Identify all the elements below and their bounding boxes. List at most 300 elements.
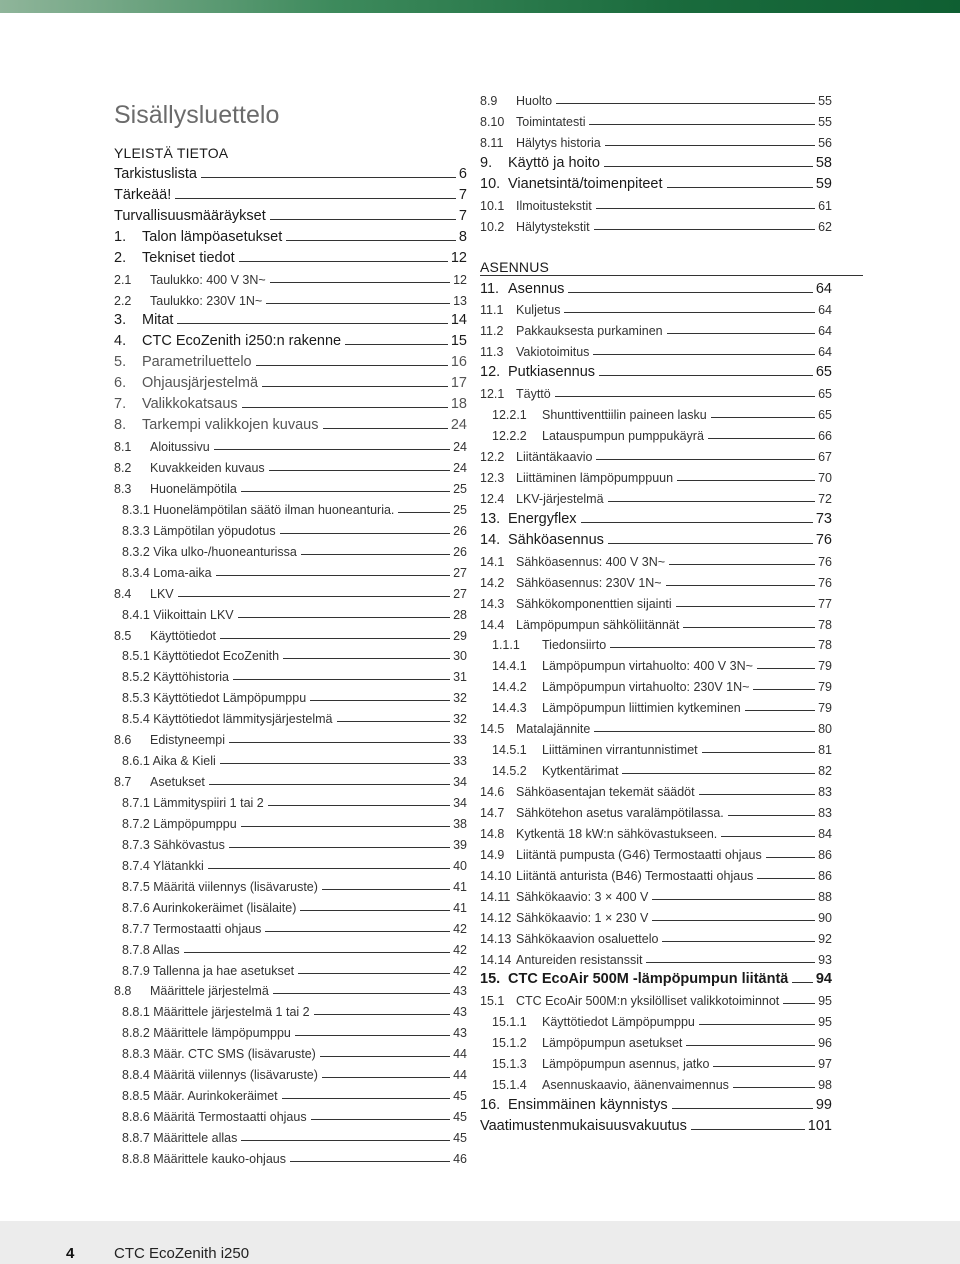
toc-entry-number: 14.4.2 — [492, 680, 527, 695]
toc-leader-line — [220, 763, 450, 764]
toc-entry[interactable] — [114, 894, 467, 915]
toc-entry-page: 79 — [818, 659, 832, 674]
toc-leader-line — [667, 333, 815, 334]
toc-entry-label: Mitat — [142, 312, 174, 329]
toc-entry[interactable] — [480, 213, 832, 234]
toc-leader-line — [555, 396, 815, 397]
toc-entry[interactable] — [114, 517, 467, 538]
toc-entry-label: Tekniset tiedot — [142, 249, 235, 266]
toc-entry-page: 34 — [453, 775, 467, 790]
toc-entry[interactable] — [480, 967, 832, 988]
toc-entry-label: Vianetsintä/toimenpiteet — [508, 175, 663, 192]
toc-entry-page: 24 — [450, 417, 467, 434]
toc-entry[interactable] — [480, 925, 832, 946]
toc-leader-line — [711, 417, 815, 418]
toc-leader-line — [568, 292, 812, 293]
toc-entry[interactable] — [114, 328, 467, 349]
toc-entry-number: 8.9 — [480, 93, 498, 108]
toc-entry-number: 12.3 — [480, 470, 505, 485]
toc-entry[interactable] — [114, 349, 467, 370]
toc-leader-line — [233, 679, 450, 680]
toc-leader-line — [295, 1035, 450, 1036]
toc-entry-page: 45 — [453, 1089, 467, 1104]
toc-leader-line — [564, 312, 815, 313]
toc-entry[interactable] — [480, 946, 832, 967]
toc-entry-label: Matalajännite — [516, 722, 591, 737]
toc-entry[interactable] — [114, 266, 467, 287]
toc-entry-label: 8.8.7 Määrittele allas — [122, 1131, 238, 1145]
toc-entry-label: Liittäminen lämpöpumppuun — [516, 470, 674, 485]
toc-leader-line — [280, 533, 451, 534]
toc-leader-line — [270, 282, 450, 283]
toc-entry[interactable] — [114, 998, 467, 1019]
toc-entry[interactable] — [114, 580, 467, 601]
toc-entry[interactable] — [480, 694, 832, 715]
toc-entry-number: 14. — [480, 531, 501, 548]
toc-entry[interactable] — [114, 496, 467, 517]
toc-leader-line — [646, 962, 815, 963]
toc-entry-label: Lämpöpumpun asennus, jatko — [542, 1057, 710, 1072]
toc-leader-line — [683, 627, 815, 628]
toc-entry-label: Putkiasennus — [508, 364, 596, 381]
toc-entry[interactable] — [114, 643, 467, 664]
toc-entry-label: Parametriluettelo — [142, 354, 252, 371]
toc-entry[interactable] — [114, 1124, 467, 1145]
toc-entry[interactable] — [480, 757, 832, 778]
toc-entry-page: 25 — [453, 502, 467, 517]
toc-entry[interactable] — [114, 852, 467, 873]
toc-entry-page: 41 — [453, 879, 467, 894]
toc-entry[interactable] — [480, 883, 832, 904]
toc-leader-line — [686, 1045, 815, 1046]
toc-leader-line — [608, 501, 816, 502]
toc-entry-label: 8.4.1 Viikoittain LKV — [122, 607, 234, 622]
toc-entry-number: 14.9 — [480, 847, 505, 862]
toc-entry-label: Käyttö ja hoito — [508, 154, 600, 171]
toc-leader-line — [721, 836, 815, 837]
toc-entry-page: 95 — [818, 994, 832, 1009]
toc-entry-label: 8.3.4 Loma-aika — [122, 565, 212, 580]
toc-entry-page: 39 — [453, 837, 467, 852]
toc-entry[interactable] — [480, 276, 832, 297]
toc-entry[interactable] — [480, 1050, 832, 1071]
toc-leader-line — [677, 480, 815, 481]
toc-entry[interactable] — [114, 391, 467, 412]
toc-entry-page: 79 — [818, 701, 832, 716]
toc-entry-label: Kytkentä 18 kW:n sähkövastukseen. — [516, 826, 718, 841]
toc-entry-label: 8.3.2 Vika ulko-/huoneanturissa — [122, 544, 297, 559]
toc-entry[interactable] — [480, 1071, 832, 1092]
toc-entry-number: 14.4 — [480, 617, 505, 632]
toc-leader-line — [594, 229, 815, 230]
toc-entry[interactable] — [480, 506, 832, 527]
toc-entry-page: 24 — [453, 461, 467, 475]
toc-entry-number: 8.8 — [114, 984, 132, 999]
toc-entry-page: 92 — [818, 931, 832, 946]
toc-leader-line — [757, 668, 815, 669]
toc-entry-page: 72 — [818, 491, 832, 506]
toc-entry-page: 65 — [815, 364, 832, 381]
toc-entry-number: 13. — [480, 510, 501, 527]
toc-entry[interactable] — [480, 380, 832, 401]
toc-leader-line — [282, 1098, 450, 1099]
toc-entry-label: 8.7.1 Lämmityspiiri 1 tai 2 — [122, 796, 264, 810]
toc-entry[interactable] — [480, 611, 832, 632]
toc-entry-page: 97 — [818, 1057, 832, 1072]
toc-entry[interactable] — [114, 789, 467, 810]
toc-entry-page: 24 — [453, 440, 467, 455]
toc-entry[interactable] — [480, 108, 832, 129]
toc-entry-page: 80 — [818, 722, 832, 737]
toc-entry-page: 67 — [818, 450, 832, 464]
toc-leader-line — [728, 815, 815, 816]
toc-entry[interactable] — [480, 338, 832, 359]
toc-entry-number: 12.1 — [480, 387, 505, 402]
toc-entry[interactable] — [480, 904, 832, 925]
toc-entry[interactable] — [114, 559, 467, 580]
toc-entry[interactable] — [114, 245, 467, 266]
toc-entry[interactable] — [114, 726, 467, 747]
toc-entry[interactable] — [114, 454, 467, 475]
toc-leader-line — [593, 354, 815, 355]
toc-entry[interactable] — [114, 768, 467, 789]
section-heading-installation: ASENNUS — [480, 255, 863, 276]
toc-entry[interactable] — [480, 192, 832, 213]
toc-entry-page: 12 — [453, 272, 467, 287]
toc-entry-page: 84 — [818, 826, 832, 841]
toc-leader-line — [323, 428, 448, 429]
toc-leader-line — [652, 920, 815, 921]
toc-entry[interactable] — [114, 957, 467, 978]
toc-leader-line — [652, 899, 815, 900]
toc-entry[interactable] — [480, 401, 832, 422]
toc-entry-page: 30 — [453, 649, 467, 664]
toc-leader-line — [220, 638, 450, 639]
toc-entry[interactable] — [480, 297, 832, 318]
toc-leader-line — [229, 847, 450, 848]
toc-entry[interactable] — [480, 715, 832, 736]
toc-entry-page: 79 — [818, 680, 832, 695]
toc-entry-number: 14.13 — [480, 931, 512, 946]
toc-leader-line — [708, 438, 815, 439]
toc-entry-page: 78 — [818, 617, 832, 632]
toc-entry[interactable] — [114, 287, 467, 308]
toc-entry-page: 43 — [453, 1026, 467, 1041]
toc-entry-number: 8.11 — [480, 135, 504, 150]
toc-entry-number: 5. — [114, 354, 127, 371]
toc-left-column — [114, 140, 467, 1166]
toc-entry-number: 12.2 — [480, 450, 505, 464]
toc-entry-page: 65 — [818, 408, 832, 423]
toc-leader-line — [320, 1056, 450, 1057]
toc-entry-page: 66 — [818, 429, 832, 444]
toc-leader-line — [239, 261, 448, 262]
toc-entry-page: 55 — [818, 93, 832, 108]
toc-entry-number: 14.7 — [480, 805, 505, 820]
toc-entry-label: 8.8.3 Määr. CTC SMS (lisävaruste) — [122, 1047, 316, 1062]
toc-entry-number: 8.7 — [114, 775, 132, 790]
toc-entry-label: CTC EcoZenith i250:n rakenne — [142, 333, 342, 350]
toc-leader-line — [783, 1003, 815, 1004]
toc-leader-line — [605, 145, 815, 146]
toc-entry[interactable] — [480, 632, 832, 653]
toc-entry[interactable] — [480, 359, 832, 380]
toc-entry[interactable] — [480, 820, 832, 841]
toc-entry-page: 76 — [818, 554, 832, 569]
toc-entry[interactable] — [114, 1145, 467, 1166]
toc-entry[interactable] — [114, 663, 467, 684]
toc-entry-number: 9. — [480, 154, 493, 171]
toc-entry[interactable] — [480, 527, 832, 548]
toc-leader-line — [699, 1024, 815, 1025]
toc-entry-page: 28 — [453, 607, 467, 622]
toc-entry-label: 8.8.5 Määr. Aurinkokeräimet — [122, 1089, 278, 1104]
toc-entry-label: 8.3.3 Lämpötilan yöpudotus — [122, 523, 276, 538]
toc-leader-line — [269, 470, 450, 471]
toc-entry[interactable] — [114, 684, 467, 705]
toc-entry-label: Kuljetus — [516, 303, 561, 318]
toc-entry[interactable] — [480, 464, 832, 485]
toc-entry-page: 6 — [458, 165, 467, 182]
toc-entry-page: 86 — [818, 847, 832, 862]
toc-entry[interactable] — [480, 171, 832, 192]
toc-entry-number: 12.2.1 — [492, 408, 527, 423]
toc-entry-page: 27 — [453, 565, 467, 580]
toc-entry-label: 8.5.2 Käyttöhistoria — [122, 670, 230, 685]
toc-entry-label: 8.3.1 Huonelämpötilan säätö ilman huoneanturia. — [122, 502, 395, 517]
toc-entry[interactable] — [114, 936, 467, 957]
toc-leader-line — [241, 826, 450, 827]
toc-entry-page: 76 — [818, 575, 832, 590]
toc-entry[interactable] — [480, 1008, 832, 1029]
toc-entry-label: LKV — [150, 586, 174, 601]
toc-leader-line — [676, 606, 815, 607]
toc-leader-line — [662, 941, 815, 942]
toc-entry-page: 65 — [818, 387, 832, 402]
toc-leader-line — [286, 240, 456, 241]
toc-entry[interactable] — [480, 778, 832, 799]
toc-leader-line — [589, 124, 815, 125]
toc-entry-number: 8.1 — [114, 440, 132, 455]
toc-leader-line — [298, 973, 450, 974]
toc-entry[interactable] — [480, 422, 832, 443]
toc-entry-page: 7 — [458, 207, 467, 224]
toc-leader-line — [311, 1119, 451, 1120]
toc-entry[interactable] — [480, 1113, 832, 1134]
toc-entry-label: Sähkökomponenttien sijainti — [516, 596, 672, 611]
toc-entry-number: 14.2 — [480, 575, 505, 590]
toc-entry[interactable] — [114, 810, 467, 831]
toc-entry-number: 14.1 — [480, 554, 505, 569]
toc-entry[interactable] — [480, 799, 832, 820]
toc-entry-label: Liitäntäkaavio — [516, 450, 593, 464]
toc-entry-label: Sähkökaavio: 3 × 400 V — [516, 889, 649, 904]
toc-entry-page: 8 — [458, 228, 467, 245]
toc-entry-label: Asetukset — [150, 775, 205, 790]
toc-entry-number: 3. — [114, 312, 127, 329]
toc-leader-line — [792, 982, 813, 983]
toc-entry-number: 1. — [114, 228, 127, 245]
toc-entry[interactable] — [480, 317, 832, 338]
toc-entry-label: Hälytys historia — [516, 135, 601, 150]
toc-entry-number: 8.3 — [114, 481, 132, 496]
toc-entry[interactable] — [114, 1061, 467, 1082]
toc-entry-page: 41 — [453, 900, 467, 915]
toc-entry-label: 8.8.4 Määritä viilennys (lisävaruste) — [122, 1068, 318, 1083]
toc-leader-line — [184, 952, 450, 953]
toc-entry[interactable] — [114, 873, 467, 894]
toc-entry-number: 2.1 — [114, 272, 132, 287]
toc-entry-number: 8.5 — [114, 628, 132, 643]
toc-entry[interactable] — [114, 538, 467, 559]
toc-entry[interactable] — [480, 1029, 832, 1050]
toc-entry-label: 8.5.3 Käyttötiedot Lämpöpumppu — [122, 691, 307, 706]
toc-entry-label: Sähkökaavio: 1 × 230 V — [516, 910, 649, 925]
toc-entry-number: 15.1.3 — [492, 1057, 527, 1072]
toc-leader-line — [256, 365, 448, 366]
toc-entry[interactable] — [480, 862, 832, 883]
toc-entry[interactable] — [114, 161, 467, 182]
toc-entry-label: Kytkentärimat — [542, 764, 619, 779]
toc-entry-label: 8.8.6 Määritä Termostaatti ohjaus — [122, 1110, 307, 1125]
toc-entry-label: Kuvakkeiden kuvaus — [150, 461, 265, 475]
toc-entry[interactable] — [480, 736, 832, 757]
toc-entry-label: 8.7.8 Allas — [122, 942, 180, 957]
toc-entry[interactable] — [114, 412, 467, 433]
toc-entry-page: 27 — [453, 586, 467, 601]
toc-entry-label: Antureiden resistanssit — [516, 952, 643, 967]
toc-entry-number: 11.2 — [480, 324, 504, 339]
toc-entry-number: 11.3 — [480, 345, 504, 360]
toc-entry[interactable] — [114, 433, 467, 454]
toc-leader-line — [178, 596, 450, 597]
toc-entry-label: CTC EcoAir 500M:n yksilölliset valikkotoiminnot — [516, 994, 780, 1009]
toc-leader-line — [209, 784, 450, 785]
toc-leader-line — [268, 805, 450, 806]
toc-entry-number: 2.2 — [114, 293, 132, 308]
toc-entry-label: Täyttö — [516, 387, 551, 402]
toc-entry-number: 15.1.4 — [492, 1078, 527, 1093]
toc-entry-label: Lämpöpumpun sähköliitännät — [516, 617, 680, 632]
toc-entry[interactable] — [114, 1019, 467, 1040]
toc-entry[interactable] — [114, 978, 467, 999]
toc-leader-line — [337, 721, 451, 722]
toc-entry-page: 77 — [818, 596, 832, 611]
toc-entry-page: 83 — [818, 785, 832, 799]
toc-entry[interactable] — [114, 203, 467, 224]
toc-leader-line — [242, 407, 448, 408]
toc-entry[interactable] — [114, 1040, 467, 1061]
toc-entry-number: 4. — [114, 333, 127, 350]
toc-entry[interactable] — [480, 987, 832, 1008]
toc-entry-number: 14.12 — [480, 910, 512, 925]
toc-entry-page: 58 — [815, 154, 832, 171]
toc-entry-number: 2. — [114, 249, 127, 266]
toc-leader-line — [594, 731, 815, 732]
toc-entry[interactable] — [480, 569, 832, 590]
toc-entry[interactable] — [114, 1082, 467, 1103]
toc-entry-page: 96 — [818, 1036, 832, 1051]
toc-entry-label: Latauspumpun pumppukäyrä — [542, 429, 704, 444]
toc-entry[interactable] — [114, 915, 467, 936]
toc-entry[interactable] — [114, 475, 467, 496]
toc-entry-page: 95 — [818, 1015, 832, 1030]
toc-entry-label: Asennuskaavio, äänenvaimennus — [542, 1078, 729, 1093]
toc-leader-line — [241, 1140, 450, 1141]
toc-entry-number: 15.1 — [480, 994, 505, 1009]
toc-entry-label: 8.7.2 Lämpöpumppu — [122, 816, 237, 831]
toc-entry-page: 64 — [818, 324, 832, 339]
toc-entry-page: 26 — [453, 544, 467, 559]
toc-entry[interactable] — [480, 1092, 832, 1113]
toc-entry[interactable] — [480, 150, 832, 171]
toc-entry-label: Huolto — [516, 93, 553, 108]
toc-entry[interactable] — [114, 182, 467, 203]
toc-entry-label: Lämpöpumpun liittimien kytkeminen — [542, 701, 741, 716]
toc-entry[interactable] — [114, 747, 467, 768]
toc-entry[interactable] — [114, 831, 467, 852]
toc-entry-page: 59 — [815, 175, 832, 192]
toc-entry[interactable] — [480, 841, 832, 862]
toc-entry-label: Sähkötehon asetus varalämpötilassa. — [516, 805, 724, 820]
toc-entry-page: 14 — [450, 312, 467, 329]
toc-entry[interactable] — [114, 705, 467, 726]
toc-leader-line — [238, 617, 450, 618]
toc-entry[interactable] — [480, 87, 832, 108]
toc-entry-label: Vakiotoimitus — [516, 345, 590, 360]
toc-entry[interactable] — [480, 485, 832, 506]
toc-leader-line — [713, 1066, 815, 1067]
toc-entry[interactable] — [480, 673, 832, 694]
toc-entry-page: 98 — [818, 1078, 832, 1093]
toc-entry[interactable] — [480, 129, 832, 150]
toc-entry[interactable] — [114, 601, 467, 622]
toc-entry-page: 38 — [453, 816, 467, 831]
toc-leader-line — [745, 710, 815, 711]
toc-entry-page: 46 — [453, 1151, 467, 1166]
toc-entry-page: 32 — [453, 712, 467, 727]
toc-leader-line — [702, 752, 815, 753]
toc-entry-page: 44 — [453, 1068, 467, 1083]
toc-entry[interactable] — [114, 622, 467, 643]
toc-entry[interactable] — [114, 308, 467, 329]
toc-entry-page: 93 — [818, 952, 832, 967]
toc-entry[interactable] — [480, 652, 832, 673]
toc-entry-page: 70 — [818, 470, 832, 485]
toc-entry-page: 45 — [453, 1110, 467, 1125]
toc-leader-line — [596, 208, 815, 209]
toc-entry[interactable] — [114, 224, 467, 245]
toc-entry[interactable] — [480, 590, 832, 611]
toc-entry-page: 90 — [818, 910, 832, 925]
toc-entry-label: Käyttötiedot — [150, 628, 217, 643]
toc-entry-label: Sähköasennus: 230V 1N~ — [516, 575, 662, 590]
toc-entry[interactable] — [114, 1103, 467, 1124]
toc-entry-label: Liitäntä anturista (B46) Termostaatti ohjaus — [516, 868, 754, 883]
toc-entry-label: LKV-järjestelmä — [516, 491, 604, 506]
toc-entry-page: 81 — [818, 743, 832, 758]
toc-entry-label: Tärkeää! — [114, 186, 172, 203]
toc-leader-line — [290, 1161, 450, 1162]
toc-entry-page: 25 — [453, 481, 467, 496]
toc-leader-line — [273, 993, 450, 994]
toc-entry-label: Lämpöpumpun virtahuolto: 400 V 3N~ — [542, 659, 753, 674]
toc-entry-label: 8.7.4 Ylätankki — [122, 858, 204, 873]
toc-entry[interactable] — [114, 370, 467, 391]
toc-entry-page: 18 — [450, 396, 467, 413]
toc-entry[interactable] — [480, 443, 832, 464]
toc-entry[interactable] — [480, 548, 832, 569]
